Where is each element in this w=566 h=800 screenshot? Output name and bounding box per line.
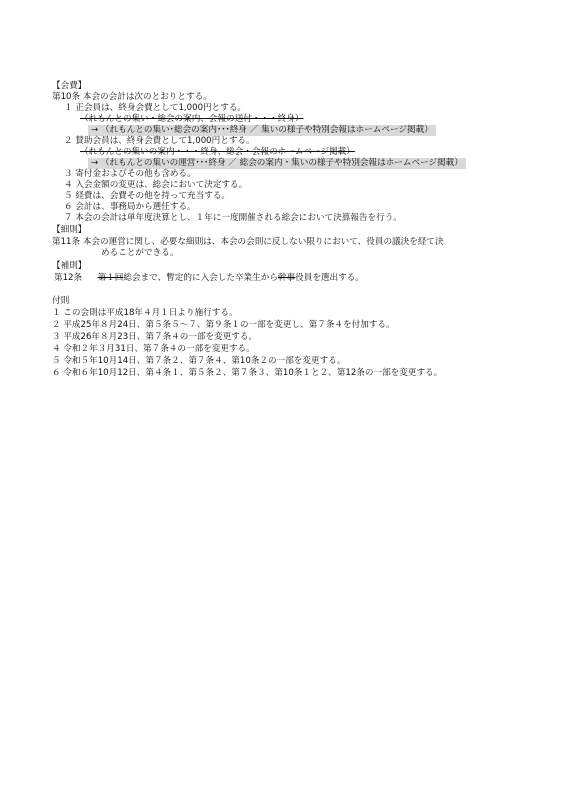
article-10-item-1-new: → （れもんとの集い･総会の案内･･･終身 ／ 集いの様子や特別会報はホームページ掲載） [88,125,436,136]
section-heading-fusoku: 付則 [52,296,70,306]
supplementary-item-6: ６ 令和６年10月12日、第４条１、第５条２、第７条３、第10条１と２、第12条の一部を変更する。 [52,368,443,378]
article-10-item-2-old: （れもんとの集いの案内・・・終身、総会・会報のホームページ掲載） [80,147,355,157]
article-10-item-3: ３ 寄付金およびその他も含める。 [64,169,196,179]
section-heading-saisoku: 【細則】 [52,225,87,235]
article-10-item-1-old: （れもんとの集い・総会の案内、会報の送付・・・終身） [80,114,304,124]
article-10-item-2: ２ 賛助会員は、終身会費として1,000円とする。 [64,136,255,146]
article-10-item-4: ４ 入会金額の変更は、総会において決定する。 [64,180,248,190]
article-10-item-7: ７ 本会の会計は単年度決算とし、１年に一度開催される総会において決算報告を行う。 [64,213,402,223]
article-11-line-1: 第11条 本会の運営に関し、必要な細則は、本会の会則に反しない限りにおいて、役員の議決を経て決 [52,237,444,247]
article-12-text-2: 役員を選出する。 [295,273,364,283]
article-12-struck-first: 第１回 [97,273,124,283]
article-12 [54,273,364,284]
supplementary-item-2: ２ 平成25年８月24日、第５条５～７、第９条１の一部を変更し、第７条４を付加する。 [52,320,395,330]
section-heading-kaihi: 【会費】 [52,81,87,91]
article-10-item-5: ５ 経費は、会費その他を持って充当する。 [64,191,231,201]
supplementary-item-3: ３ 平成26年８月23日、第７条４の一部を変更する。 [52,332,258,342]
article-10: 第10条 本会の会計は次のとおりとする。 [52,92,212,102]
supplementary-item-5: ５ 令和５年10月14日、第７条２、第７条４、第10条２の一部を変更する。 [52,356,346,366]
article-11-line-2: めることができる。 [101,248,179,258]
article-10-item-1: １ 正会員は、終身会費として1,000円とする。 [64,103,247,113]
supplementary-item-1: １ この会則は平成18年４月１日より施行する。 [52,308,238,318]
supplementary-item-4: ４ 令和２年３月31日、第７条４の一部を変更する。 [52,344,255,354]
article-12-struck-kanji: 幹事 [277,273,296,283]
section-heading-hosoku: 【補則】 [52,261,87,271]
article-10-item-6: ６ 会計は、事務局から選任する。 [64,202,196,212]
article-12-text-1: 総会まで、暫定的に入会した卒業生から [123,273,278,283]
article-12-label: 第12条 [54,273,83,283]
article-10-item-2-new: → （れもんとの集いの運営･･･終身 ／ 総会の案内・集いの様子や特別会報はホームページ掲載） [88,158,466,169]
